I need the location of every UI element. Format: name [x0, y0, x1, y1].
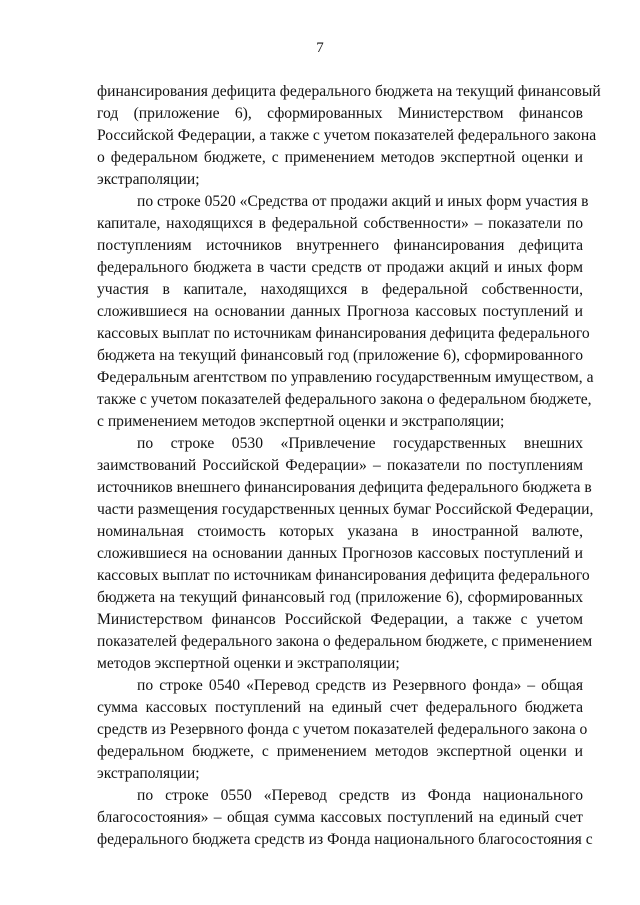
text-line: кассовых выплат по источникам финансирования дефицита федерального	[97, 325, 590, 342]
text-line: по строке 0530 «Привлечение государственных внешних	[137, 435, 583, 452]
text-line: с применением методов экспертной оценки и экстраполяции;	[97, 413, 505, 430]
text-line: по строке 0540 «Перевод средств из Резервного фонда» – общая	[137, 677, 583, 694]
text-line: федерального бюджета средств из Фонда национального благосостояния с	[97, 831, 593, 848]
text-line: сумма кассовых поступлений на единый счет федерального бюджета	[97, 699, 583, 716]
text-line: Российской Федерации, а также с учетом показателей федерального закона	[97, 127, 597, 144]
text-line: экстраполяции;	[97, 765, 200, 782]
text-line: федерального бюджета в части средств от продажи акций и иных форм	[97, 259, 583, 276]
text-line: экстраполяции;	[97, 171, 200, 188]
text-line: год (приложение 6), сформированных Министерством финансов	[97, 105, 583, 122]
text-line: Федеральным агентством по управлению государственным имуществом, а	[97, 369, 594, 386]
text-line: также с учетом показателей федерального закона о федеральном бюджете,	[97, 391, 592, 408]
text-line: номинальная стоимость которых указана в иностранной валюте,	[97, 523, 583, 540]
text-line: благосостояния» – общая сумма кассовых поступлений на единый счет	[97, 809, 583, 826]
text-line: поступлениям источников внутреннего финансирования дефицита	[97, 237, 583, 254]
text-line: участия в капитале, находящихся в федеральной собственности,	[97, 281, 583, 298]
text-line: капитале, находящихся в федеральной собственности» – показатели по	[97, 215, 583, 232]
text-line: Министерством финансов Российской Федерации, а также с учетом	[97, 611, 583, 628]
text-line: по строке 0550 «Перевод средств из Фонда национального	[137, 787, 583, 804]
text-line: бюджета на текущий финансовый год (приложение 6), сформированного	[97, 347, 583, 364]
text-line: части размещения государственных ценных бумаг Российской Федерации,	[97, 501, 594, 518]
text-line: методов экспертной оценки и экстраполяции;	[97, 655, 400, 672]
document-body	[97, 81, 601, 851]
text-line: по строке 0520 «Средства от продажи акций и иных форм участия в	[137, 193, 589, 210]
text-line: показателей федерального закона о федеральном бюджете, с применением	[97, 633, 593, 650]
text-line: средств из Резервного фонда с учетом показателей федерального закона о	[97, 721, 588, 738]
text-line: федеральном бюджете, с применением методов экспертной оценки и	[97, 743, 583, 760]
text-line: финансирования дефицита федерального бюджета на текущий финансовый	[97, 83, 601, 100]
text-line: источников внешнего финансирования дефицита федерального бюджета в	[97, 479, 592, 496]
text-line: кассовых выплат по источникам финансирования дефицита федерального	[97, 567, 590, 584]
text-line: сложившиеся на основании данных Прогноза кассовых поступлений и	[97, 303, 583, 320]
text-line: заимствований Российской Федерации» – показатели по поступлениям	[97, 457, 583, 474]
page-number: 7	[316, 40, 324, 56]
text-line: о федеральном бюджете, с применением методов экспертной оценки и	[97, 149, 583, 166]
text-line: сложившиеся на основании данных Прогнозов кассовых поступлений и	[97, 545, 583, 562]
text-line: бюджета на текущий финансовый год (приложение 6), сформированных	[97, 589, 583, 606]
